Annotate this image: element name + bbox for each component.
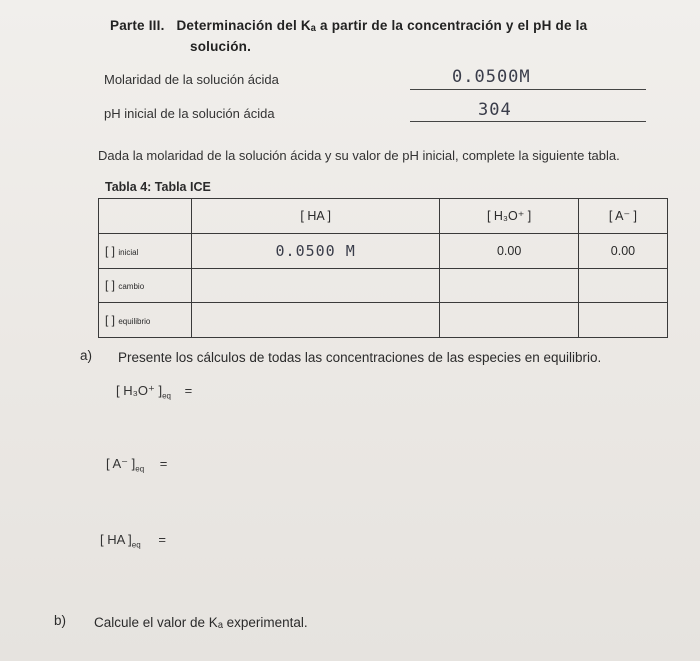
equation-species: [ HA ] [100,532,132,547]
ph-underline [410,121,646,122]
equation-sign: = [184,383,193,398]
question-a-text: Presente los cálculos de todas las concentraciones de las especies en equilibrio. [118,350,602,365]
cell-inicial-ha[interactable]: 0.0500 M [192,233,440,268]
part-number: Parte III. [110,18,165,33]
equation-h3o [116,383,192,401]
table-header-h3o: [ H₃O⁺ ] [440,199,579,234]
cell-inicial-a[interactable]: 0.00 [578,233,667,268]
cell-inicial-h3o[interactable]: 0.00 [440,233,579,268]
equation-a [106,456,167,474]
row-bracket: [ ] [105,243,116,258]
cell-cambio-ha[interactable] [192,268,440,303]
molarity-label: Molaridad de la solución ácida [104,72,279,87]
row-sub-equilibrio: equilibrio [118,317,151,327]
equation-sign: = [158,532,166,547]
section-title-line2: solución. [190,39,252,54]
molarity-underline [410,89,646,90]
row-bracket: [ ] [105,313,116,328]
equation-sub: eq [135,464,145,474]
table-header-a: [ A⁻ ] [578,199,667,234]
section-heading [110,18,587,33]
instruction-text: Dada la molaridad de la solución ácida y su valor de pH inicial, complete la siguiente tabla. [98,148,620,163]
cell-equilibrio-h3o[interactable] [440,303,579,338]
section-title-line1: Determinación del Kₐ a partir de la concentración y el pH de la [176,18,588,33]
row-label-inicial [99,233,192,268]
table-caption: Tabla 4: Tabla ICE [105,180,211,194]
ph-label: pH inicial de la solución ácida [104,106,275,121]
table-row-equilibrio [99,303,668,338]
table-header-empty [99,199,192,234]
row-sub-cambio: cambio [118,282,145,292]
question-b-marker: b) [54,613,67,628]
equation-sub: eq [162,391,172,401]
equation-species: [ A⁻ ] [106,456,136,471]
equation-sign: = [159,456,168,471]
equation-species: [ H₃O⁺ ] [116,383,163,398]
table-row-inicial [99,233,668,268]
row-sub-inicial: inicial [118,247,139,257]
question-a-marker: a) [80,348,93,363]
question-b-text: Calcule el valor de Kₐ experimental. [94,615,308,630]
row-label-equilibrio [99,303,192,338]
row-bracket: [ ] [105,278,116,293]
molarity-value: 0.0500M [452,67,531,87]
row-label-cambio [99,268,192,303]
equation-sub: eq [131,540,141,550]
equation-ha [100,532,166,550]
cell-cambio-h3o[interactable] [440,268,579,303]
table-header-ha: [ HA ] [192,199,440,234]
ice-table [98,198,668,338]
ph-value: 304 [478,100,512,120]
cell-equilibrio-a[interactable] [578,303,667,338]
table-header-row [99,199,668,234]
cell-cambio-a[interactable] [578,268,667,303]
table-row-cambio [99,268,668,303]
cell-equilibrio-ha[interactable] [192,303,440,338]
